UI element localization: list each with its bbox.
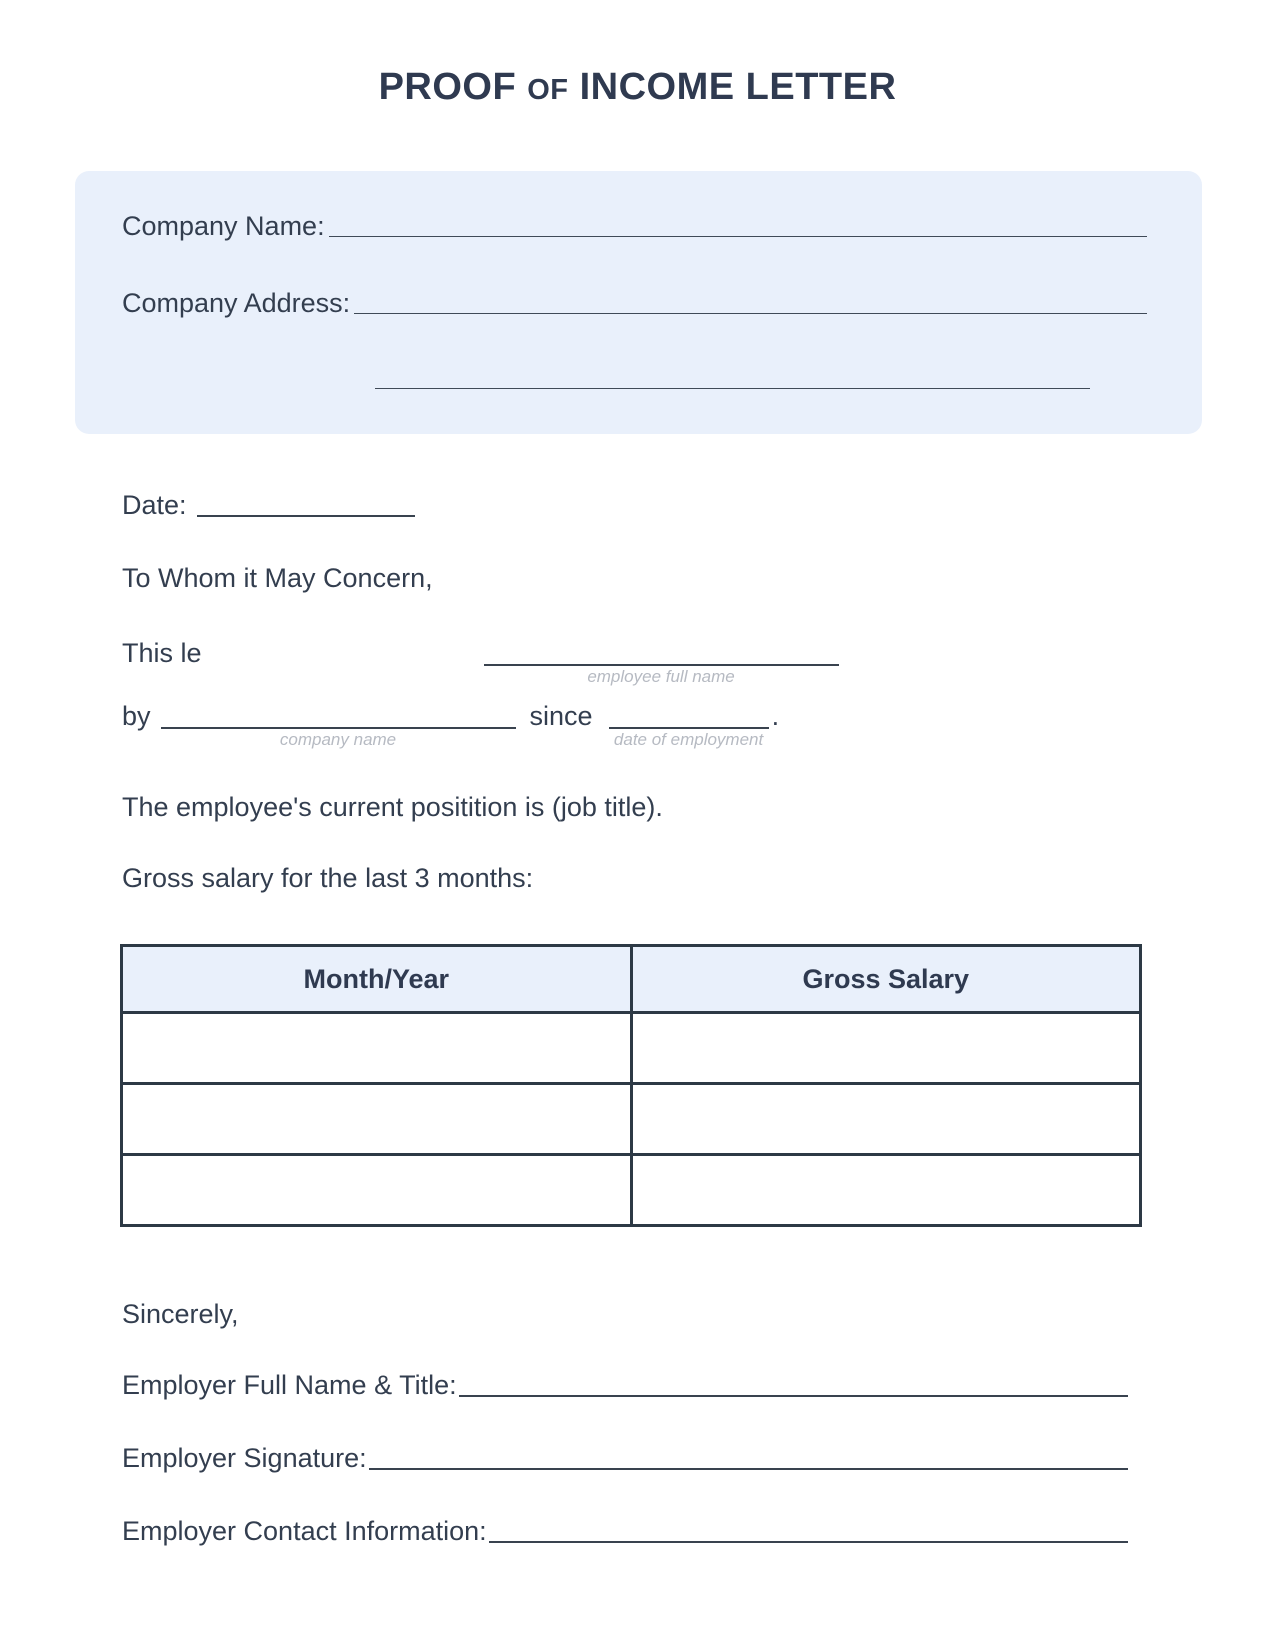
salary-table-header-row <box>122 946 1141 1013</box>
employer-signature-label: Employer Signature: <box>122 1443 367 1473</box>
employer-name-blank[interactable] <box>459 1373 1128 1397</box>
body-start-text: This le <box>122 638 202 668</box>
title-part-income-letter: INCOME LETTER <box>579 66 897 108</box>
salary-table-row-1 <box>122 1013 1141 1084</box>
company-address-blank[interactable] <box>354 290 1147 314</box>
employer-name-label: Employer Full Name & Title: <box>122 1370 457 1400</box>
company-name-label: Company Name: <box>122 211 325 241</box>
company-name-caption: company name <box>279 730 397 749</box>
date-label: Date: <box>122 490 187 520</box>
page-title <box>0 66 1275 109</box>
company-name-blank[interactable] <box>329 213 1147 237</box>
gross-salary-cell-1[interactable] <box>631 1013 1141 1084</box>
company-address-label: Company Address: <box>122 288 351 318</box>
verification-sentence-row <box>122 636 1275 686</box>
salary-table-row-3 <box>122 1155 1141 1226</box>
title-part-proof: PROOF <box>378 66 517 108</box>
month-year-header: Month/Year <box>122 946 632 1013</box>
date-row <box>122 490 1275 521</box>
gross-salary-cell-3[interactable] <box>631 1155 1141 1226</box>
company-name-row <box>122 211 1147 242</box>
employer-contact-blank[interactable] <box>489 1519 1128 1543</box>
company-info-box <box>75 171 1202 434</box>
gross-salary-header: Gross Salary <box>631 946 1141 1013</box>
date-of-employment-blank[interactable] <box>609 699 769 749</box>
title-part-of: OF <box>527 74 569 106</box>
month-year-cell-2[interactable] <box>122 1084 632 1155</box>
employer-contact-row <box>122 1516 1128 1547</box>
date-of-employment-caption: date of employment <box>613 730 764 749</box>
sentence-period: . <box>771 701 780 731</box>
company-name-inline-blank[interactable] <box>161 699 516 749</box>
employee-full-name-caption: employee full name <box>587 667 735 686</box>
company-address-row-2 <box>122 365 1147 394</box>
position-sentence: The employee's current positition is (job title). <box>122 792 663 822</box>
employment-sentence-row <box>122 699 1275 749</box>
sincerely-text: Sincerely, <box>122 1299 239 1329</box>
salutation: To Whom it May Concern, <box>122 563 433 593</box>
employer-signature-row <box>122 1443 1128 1474</box>
date-blank[interactable] <box>197 493 415 517</box>
employer-name-row <box>122 1370 1128 1401</box>
gross-salary-sentence: Gross salary for the last 3 months: <box>122 863 534 893</box>
company-address-blank-2[interactable] <box>375 365 1090 389</box>
employer-signature-blank[interactable] <box>369 1446 1128 1470</box>
company-address-row <box>122 288 1147 319</box>
month-year-cell-3[interactable] <box>122 1155 632 1226</box>
by-label: by <box>122 701 151 731</box>
employee-full-name-blank[interactable] <box>484 636 839 686</box>
gross-salary-table <box>120 944 1142 1227</box>
employer-contact-label: Employer Contact Information: <box>122 1516 487 1546</box>
month-year-cell-1[interactable] <box>122 1013 632 1084</box>
gross-salary-cell-2[interactable] <box>631 1084 1141 1155</box>
salary-table-row-2 <box>122 1084 1141 1155</box>
since-label: since <box>529 701 593 731</box>
